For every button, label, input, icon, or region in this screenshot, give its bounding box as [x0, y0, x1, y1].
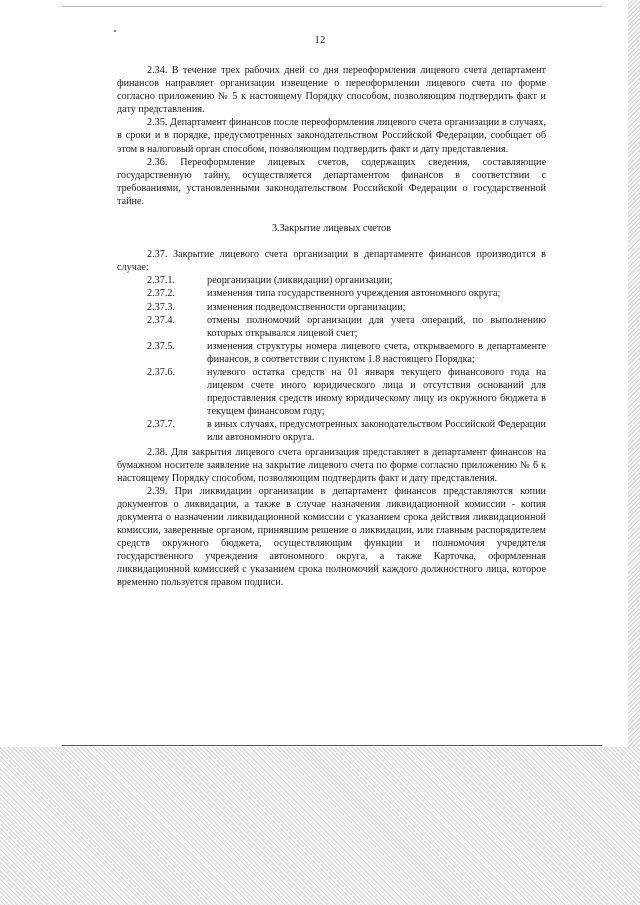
item-text: отмены полномочий организации для учета операций, по выполнению которых открывался лицевой счет; [207, 314, 546, 339]
list-item [117, 418, 546, 444]
paragraph-2-38: 2.38. Для закрытия лицевого счета организация представляет в департамент финансов на бумажном носителе заявление на закрытие лицевого счета по форме согласно приложению № 6 к настоящему Порядку способом, позволяющим подтвердить факт и дату представления. [117, 446, 546, 484]
list-item [117, 366, 546, 418]
item-text: нулевого остатка средств на 01 января текущего финансового года на лицевом счете иного юридического лица и отсутствия оснований для предоставления средств иному юридическому лицу из окружного бюджета в текущем финансовом году; [207, 366, 546, 418]
scan-speck [114, 30, 116, 32]
item-number: 2.37.1. [147, 275, 176, 287]
list-item [117, 274, 546, 287]
list-item [117, 314, 546, 340]
paragraph-2-39: 2.39. При ликвидации организации в департамент финансов представляются копии документов о ликвидации, а также в случае назначения ликвидационной комиссии - копия документа о назначении ликвидационной комиссии с указанием срока действия ликвидационной комиссии, заверенные органом, принявшим решение о ликвидации, или главным распорядителем средств окружного бюджета, осуществляющим функции и полномочия учредителя государственного учреждения автономного округа, а также Карточка, оформленная ликвидационной комиссией с указанием срока полномочий каждого должностного лица, которое временно пользуется правом подписи. [117, 485, 546, 589]
paragraph-2-37: 2.37. Закрытие лицевого счета организации в департаменте финансов производится в случае: [117, 249, 546, 274]
list-item [117, 287, 546, 300]
item-number: 2.37.4. [147, 314, 176, 326]
item-number: 2.37.3. [147, 301, 176, 313]
list-item [117, 340, 546, 366]
item-number: 2.37.2. [147, 288, 176, 300]
paragraph-2-36: 2.36. Переоформление лицевых счетов, содержащих сведения, составляющие государственную тайну, осуществляется департаментом финансов в соответствии с требованиями, установленными законодательством Российской Федерации о государственной тайне. [117, 156, 546, 207]
bottom-border-line [62, 745, 602, 746]
top-border-line [62, 6, 602, 7]
item-text: реорганизации (ликвидации) организации; [207, 275, 393, 287]
page-number: 12 [314, 35, 326, 46]
item-text: изменения структуры номера лицевого счета, открываемого в департаменте финансов, в соответствии с пунктом 1.8 настоящего Порядка; [207, 340, 546, 365]
item-number: 2.37.5. [147, 340, 176, 352]
item-text: изменения типа государственного учреждения автономного округа; [207, 288, 501, 300]
list-item [117, 301, 546, 314]
scan-edge-bottom [0, 747, 640, 905]
paragraph-2-34: 2.34. В течение трех рабочих дней со дня переоформления лицевого счета департамент финансов направляет организации извещение о переоформлении лицевого счета по форме согласно приложению № 5 к настоящему Порядку способом, позволяющим подтвердить факт и дату представления. [117, 65, 546, 116]
item-text: изменения подведомственности организации; [207, 301, 406, 313]
item-number: 2.37.7. [147, 419, 176, 431]
section-heading: 3.Закрытие лицевых счетов [271, 223, 392, 235]
paragraph-2-35: 2.35. Департамент финансов после переоформления лицевого счета организации в случаях, в сроки и в порядке, предусмотренных законодательством Российской Федерации, сообщает об этом в налоговый орган способом, позволяющим подтвердить факт и дату представления. [117, 117, 546, 155]
document-body [117, 64, 546, 590]
item-number: 2.37.6. [147, 366, 176, 378]
item-text: в иных случаях, предусмотренных законодательством Российской Федерации или автономного округа. [207, 419, 546, 444]
